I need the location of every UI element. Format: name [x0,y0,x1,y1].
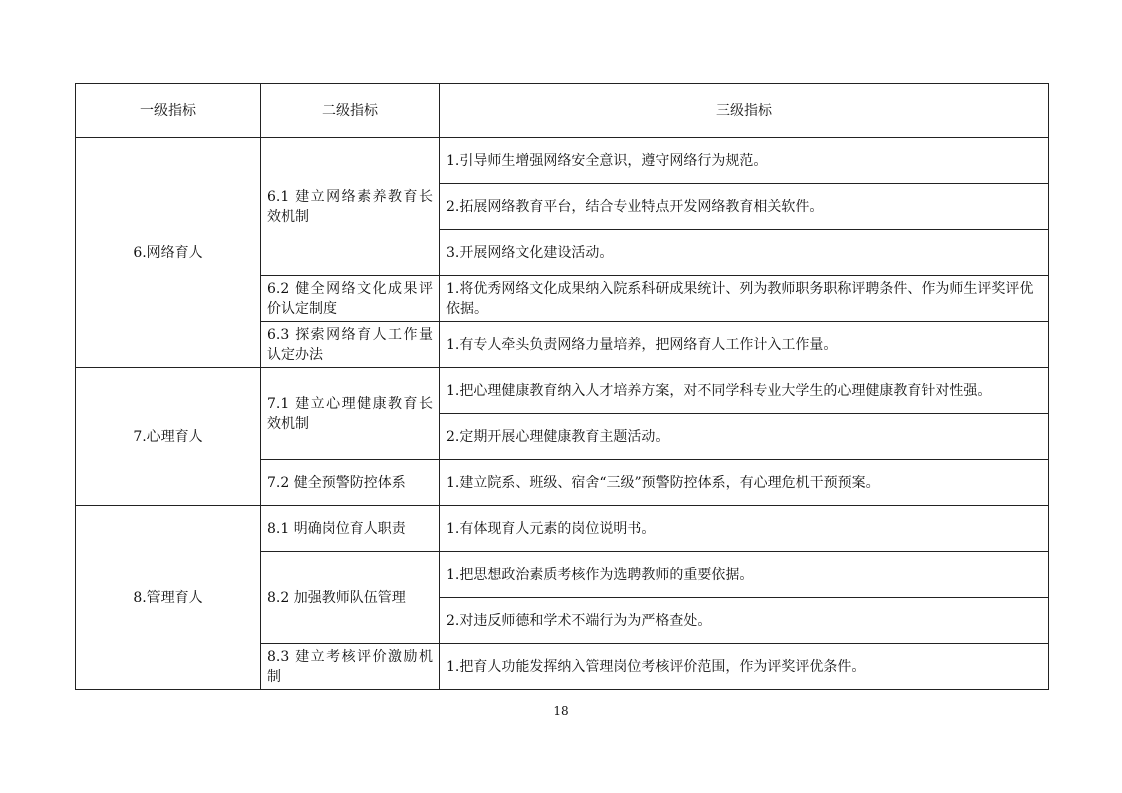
level2-cell: 6.3 探索网络育人工作量认定办法 [261,322,440,368]
level2-cell: 8.1 明确岗位育人职责 [261,506,440,552]
level3-cell: 1.把心理健康教育纳入人才培养方案，对不同学科专业大学生的心理健康教育针对性强。 [440,368,1049,414]
table-row [76,368,1049,414]
level3-cell: 1.把思想政治素质考核作为选聘教师的重要依据。 [440,552,1049,598]
level3-cell: 2.对违反师德和学术不端行为为严格查处。 [440,598,1049,644]
level1-cell: 7.心理育人 [76,368,261,506]
table-row [76,138,1049,184]
level2-cell: 7.2 健全预警防控体系 [261,460,440,506]
level2-cell: 6.1 建立网络素养教育长效机制 [261,138,440,276]
level3-cell: 1.有专人牵头负责网络力量培养，把网络育人工作计入工作量。 [440,322,1049,368]
level3-cell: 1.将优秀网络文化成果纳入院系科研成果统计、列为教师职务职称评聘条件、作为师生评奖评优依据。 [440,276,1049,322]
level3-cell: 2.拓展网络教育平台，结合专业特点开发网络教育相关软件。 [440,184,1049,230]
header-level2: 二级指标 [261,84,440,138]
level3-cell: 3.开展网络文化建设活动。 [440,230,1049,276]
level3-cell: 1.引导师生增强网络安全意识，遵守网络行为规范。 [440,138,1049,184]
indicator-table [75,83,1049,690]
header-level1: 一级指标 [76,84,261,138]
level3-cell: 2.定期开展心理健康教育主题活动。 [440,414,1049,460]
table-header-row [76,84,1049,138]
page-number: 18 [553,704,569,718]
level3-cell: 1.把育人功能发挥纳入管理岗位考核评价范围，作为评奖评优条件。 [440,644,1049,690]
level1-cell: 8.管理育人 [76,506,261,690]
level1-cell: 6.网络育人 [76,138,261,368]
level3-cell: 1.有体现育人元素的岗位说明书。 [440,506,1049,552]
table-row [76,506,1049,552]
level2-cell: 8.3 建立考核评价激励机制 [261,644,440,690]
level3-cell: 1.建立院系、班级、宿舍“三级”预警防控体系，有心理危机干预预案。 [440,460,1049,506]
level2-cell: 7.1 建立心理健康教育长效机制 [261,368,440,460]
header-level3: 三级指标 [440,84,1049,138]
level2-cell: 8.2 加强教师队伍管理 [261,552,440,644]
level2-cell: 6.2 健全网络文化成果评价认定制度 [261,276,440,322]
